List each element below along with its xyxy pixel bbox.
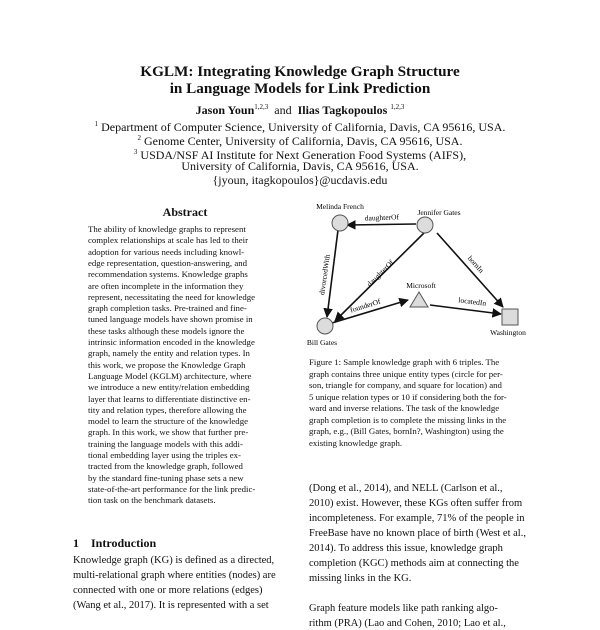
abstract-line: by the standard fine-tuning phase sets a new (88, 472, 244, 483)
edge-label: daughterOf (364, 257, 396, 289)
edge-located-in (430, 305, 501, 314)
node-label: Melinda French (316, 202, 364, 211)
caption-line: 5 unique relation types or 10 if considering both the for- (309, 391, 507, 402)
author-name: Ilias Tagkopoulos (297, 103, 388, 117)
node-label: Microsoft (406, 281, 436, 290)
caption-line: existing knowledge graph. (309, 437, 403, 448)
body-line: (Wang et al., 2017). It is represented with a set (73, 600, 269, 611)
author-name: Jason Youn (195, 103, 255, 117)
node-label: Jennifer Gates (417, 208, 461, 217)
node-microsoft (410, 292, 428, 307)
author-affil-sup: 1,2,3 (390, 103, 405, 111)
affiliation-line: $^1$ Department of Computer Science, University of California, Davis, CA 95616, USA. (94, 120, 506, 134)
abstract-line: training the language models with this addi- (88, 438, 243, 449)
body-line: Knowledge graph (KG) is defined as a directed, (73, 555, 275, 566)
edge-label: divorcedWith (317, 253, 332, 296)
edge-label: bornIn (465, 253, 486, 275)
abstract-line: we introduce a new entity/relation embedding (88, 382, 250, 393)
abstract-line: edge representation, question-answering, and (88, 257, 248, 268)
body-line: (Dong et al., 2014), and NELL (Carlson et al., (309, 483, 503, 494)
abstract-line: The ability of knowledge graphs to represent (88, 224, 246, 234)
abstract-heading: Abstract (162, 205, 208, 219)
abstract-line: Language Model (KGLM) architecture, where (88, 370, 252, 381)
abstract-line: state-of-the-art performance for the link predic- (88, 483, 256, 494)
author-join: and (274, 103, 292, 117)
caption-line: son, triangle for company, and square for location) and (309, 380, 502, 390)
abstract-line: model to learn the structure of the knowledge (88, 416, 249, 427)
section-number: 1 (73, 536, 79, 550)
abstract-line: layer that learns to differentiate distinctive en- (88, 393, 251, 404)
abstract-line: graph completion tasks. Pre-trained and fine- (88, 303, 247, 314)
node-label: Washington (490, 328, 526, 337)
body-line: multi-relational graph where entities (nodes) are (73, 570, 276, 581)
abstract-line: graph, namely the entity and relation types. In (88, 348, 250, 359)
body-line: 2014). To address this issue, knowledge graph (309, 543, 503, 554)
node-bill-gates (317, 318, 333, 334)
caption-line: graph completion is to complete the missing links in the (309, 414, 507, 425)
body-line: completion (KGC) methods aim at connecting the (309, 558, 519, 569)
abstract-line: these tasks although these models ignore the (88, 325, 245, 336)
body-line: rithm (PRA) (Lao and Cohen, 2010; Lao et al., (309, 618, 506, 629)
author-list (60, 100, 540, 117)
node-label: Bill Gates (306, 338, 338, 347)
edge-label: locatedIn (457, 295, 487, 308)
affiliation-line: $^3$ USDA/NSF AI Institute for Next Generation Food Systems (AIFS), (133, 148, 467, 162)
caption-line: graph contains three unique entity types (circle for per- (309, 368, 503, 379)
abstract-line: tional embedding layer using the triples ex- (88, 450, 241, 460)
abstract-line: recommendation systems. Knowledge graphs (88, 269, 248, 280)
abstract-line: adoption for various needs including knowl- (88, 246, 245, 257)
body-line: Graph feature models like path ranking algo- (309, 603, 498, 614)
abstract-line: intrinsic information encoded in the knowledge (88, 337, 255, 347)
abstract-line: tracted from the knowledge graph, followed (88, 461, 243, 472)
abstract-line: represent, necessitating the need for knowledge (88, 291, 256, 302)
abstract-line: tion task on the benchmark datasets. (88, 495, 216, 506)
affiliation-line: University of California, Davis, CA 95616, USA. (181, 159, 419, 173)
affiliation-line: $^2$ Genome Center, University of California, Davis, CA 95616, USA. (137, 134, 463, 148)
knowledge-graph-figure (300, 195, 540, 355)
section-heading (73, 536, 156, 551)
body-line: missing links in the KG. (309, 573, 412, 584)
paper-title-line-2: in Language Models for Link Prediction (169, 80, 431, 97)
abstract-line: complex relationships at scale has led to their (88, 235, 249, 246)
caption-line: Figure 1: Sample knowledge graph with 6 triples. The (309, 357, 500, 367)
abstract-line: this work, we propose the Knowledge Graph (88, 359, 246, 370)
abstract-line: tity and relation types, therefore allowing the (88, 404, 247, 415)
node-jennifer-gates (417, 217, 433, 233)
paper-title-line-1: KGLM: Integrating Knowledge Graph Structure (140, 63, 460, 80)
edge-label: daughterOf (364, 212, 400, 223)
caption-line: ward and inverse relations. The task of the knowledge (309, 403, 500, 413)
edge-label: founderOf (349, 296, 382, 315)
section-title: Introduction (91, 536, 157, 550)
body-line: 2010) exist. However, these KGs often suffer from (309, 498, 523, 509)
abstract-line: tuned language models have shown promise in (88, 314, 253, 325)
abstract-line: graph. In this work, we show that further pre- (88, 427, 249, 438)
edge-daughter-of-melinda (347, 224, 416, 225)
abstract-line: are often incomplete in the information they (88, 280, 244, 291)
caption-line: graph, e.g., (Bill Gates, bornIn?, Washington) using the (309, 426, 504, 436)
body-line: connected with one or more relations (edges) (73, 585, 263, 596)
author-affil-sup: 1,2,3 (254, 103, 269, 111)
node-melinda-french (332, 215, 348, 231)
body-line: incompleteness. For example, 71% of the people in (309, 513, 525, 524)
node-washington (502, 309, 518, 325)
author-emails: {jyoun, itagkopoulos}@ucdavis.edu (212, 173, 388, 187)
body-line: FreeBase have no known place of birth (West et al., (309, 528, 526, 539)
